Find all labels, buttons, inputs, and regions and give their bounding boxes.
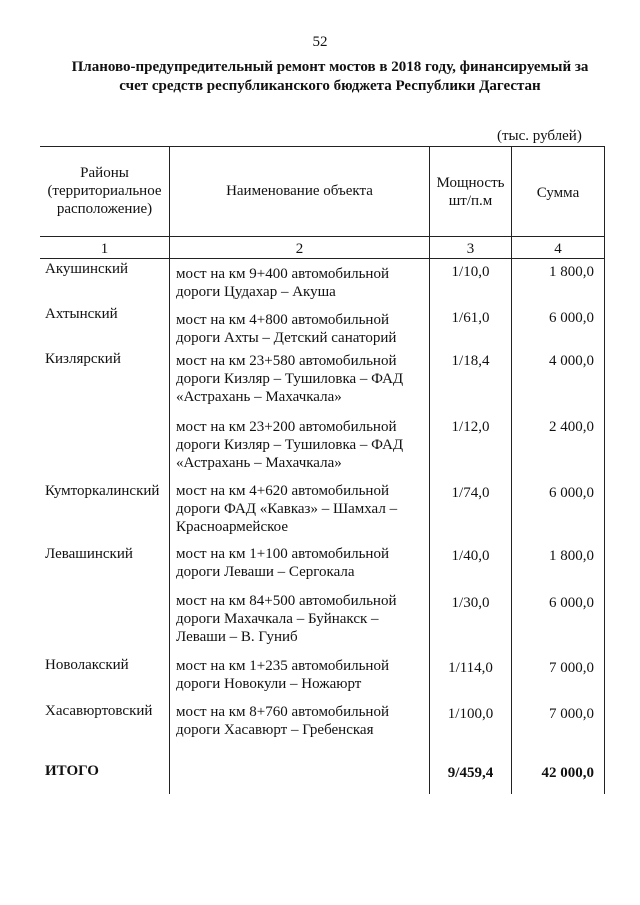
- row-sum-1: 1 800,0: [549, 264, 594, 280]
- row-object-7: мост на км 84+500 автомобильной дороги Махачкала – Буйнакск – Леваши – В. Гуниб: [176, 593, 397, 645]
- row-object-5: мост на км 4+620 автомобильной дороги ФАД «Кавказ» – Шамхал – Красноармейское: [176, 483, 398, 535]
- row-object-8: мост на км 1+235 автомобильной дороги Новокули – Ножаюрт: [176, 658, 389, 692]
- row-object-2: мост на км 4+800 автомобильной дороги Ахты – Детский санаторий: [176, 312, 397, 346]
- row-sum-6: 1 800,0: [549, 548, 594, 564]
- header-district: Районы (территориальное расположение): [47, 165, 162, 217]
- header-object: Наименование объекта: [226, 183, 373, 199]
- table-top-border: [40, 146, 604, 147]
- row-capacity-9: 1/100,0: [447, 706, 494, 722]
- row-district-akushinsky: Акушинский: [45, 261, 129, 277]
- column-number-4: 4: [554, 241, 562, 257]
- row-sum-5: 6 000,0: [549, 485, 594, 501]
- row-object-1: мост на км 9+400 автомобильной дороги Цудахар – Акуша: [176, 266, 389, 300]
- row-capacity-4: 1/12,0: [451, 419, 490, 435]
- header-bottom-border: [40, 236, 604, 237]
- row-district-kizlyarsky: Кизлярский: [45, 351, 121, 367]
- row-object-9: мост на км 8+760 автомобильной дороги Хасавюрт – Гребенская: [176, 704, 389, 738]
- row-district-levashinsky: Левашинский: [45, 546, 133, 562]
- title-line-1: Планово-предупредительный ремонт мостов в 2018 году, финансируемый за: [71, 59, 589, 75]
- row-capacity-5: 1/74,0: [451, 485, 490, 501]
- total-capacity: 9/459,4: [447, 765, 494, 781]
- row-capacity-7: 1/30,0: [451, 595, 490, 611]
- table-right-border: [604, 146, 605, 794]
- column-number-3: 3: [466, 241, 475, 257]
- column-number-2: 2: [295, 241, 304, 257]
- total-sum: 42 000,0: [541, 765, 594, 781]
- row-capacity-6: 1/40,0: [451, 548, 490, 564]
- document-title: [40, 58, 620, 96]
- number-row-bottom-border: [40, 258, 604, 259]
- row-sum-4: 2 400,0: [549, 419, 594, 435]
- row-object-3: мост на км 23+580 автомобильной дороги Кизляр – Тушиловка – ФАД «Астрахань – Махачкала»: [176, 353, 404, 405]
- page-number: 52: [312, 34, 328, 50]
- row-district-novolaksky: Новолакский: [45, 657, 129, 673]
- row-sum-2: 6 000,0: [549, 310, 594, 326]
- row-capacity-3: 1/18,4: [451, 353, 490, 369]
- header-capacity: Мощность шт/п.м: [436, 175, 505, 209]
- row-sum-9: 7 000,0: [549, 706, 594, 722]
- row-object-4: мост на км 23+200 автомобильной дороги Кизляр – Тушиловка – ФАД «Астрахань – Махачкала»: [176, 419, 404, 471]
- header-sum: Сумма: [536, 185, 580, 201]
- units-note: (тыс. рублей): [497, 128, 582, 144]
- row-district-khasavyurtovsky: Хасавюртовский: [45, 703, 153, 719]
- row-district-akhtynsky: Ахтынский: [45, 306, 118, 322]
- row-sum-7: 6 000,0: [549, 595, 594, 611]
- column-number-1: 1: [100, 241, 109, 257]
- row-sum-8: 7 000,0: [549, 660, 594, 676]
- row-object-6: мост на км 1+100 автомобильной дороги Леваши – Сергокала: [176, 546, 389, 580]
- total-label: ИТОГО: [45, 763, 99, 779]
- row-capacity-1: 1/10,0: [451, 264, 490, 280]
- row-capacity-2: 1/61,0: [451, 310, 490, 326]
- row-district-kumtorkalinsky: Кумторкалинский: [45, 483, 160, 499]
- row-capacity-8: 1/114,0: [448, 660, 493, 676]
- title-line-2: счет средств республиканского бюджета Республики Дагестан: [119, 78, 541, 94]
- row-sum-3: 4 000,0: [549, 353, 594, 369]
